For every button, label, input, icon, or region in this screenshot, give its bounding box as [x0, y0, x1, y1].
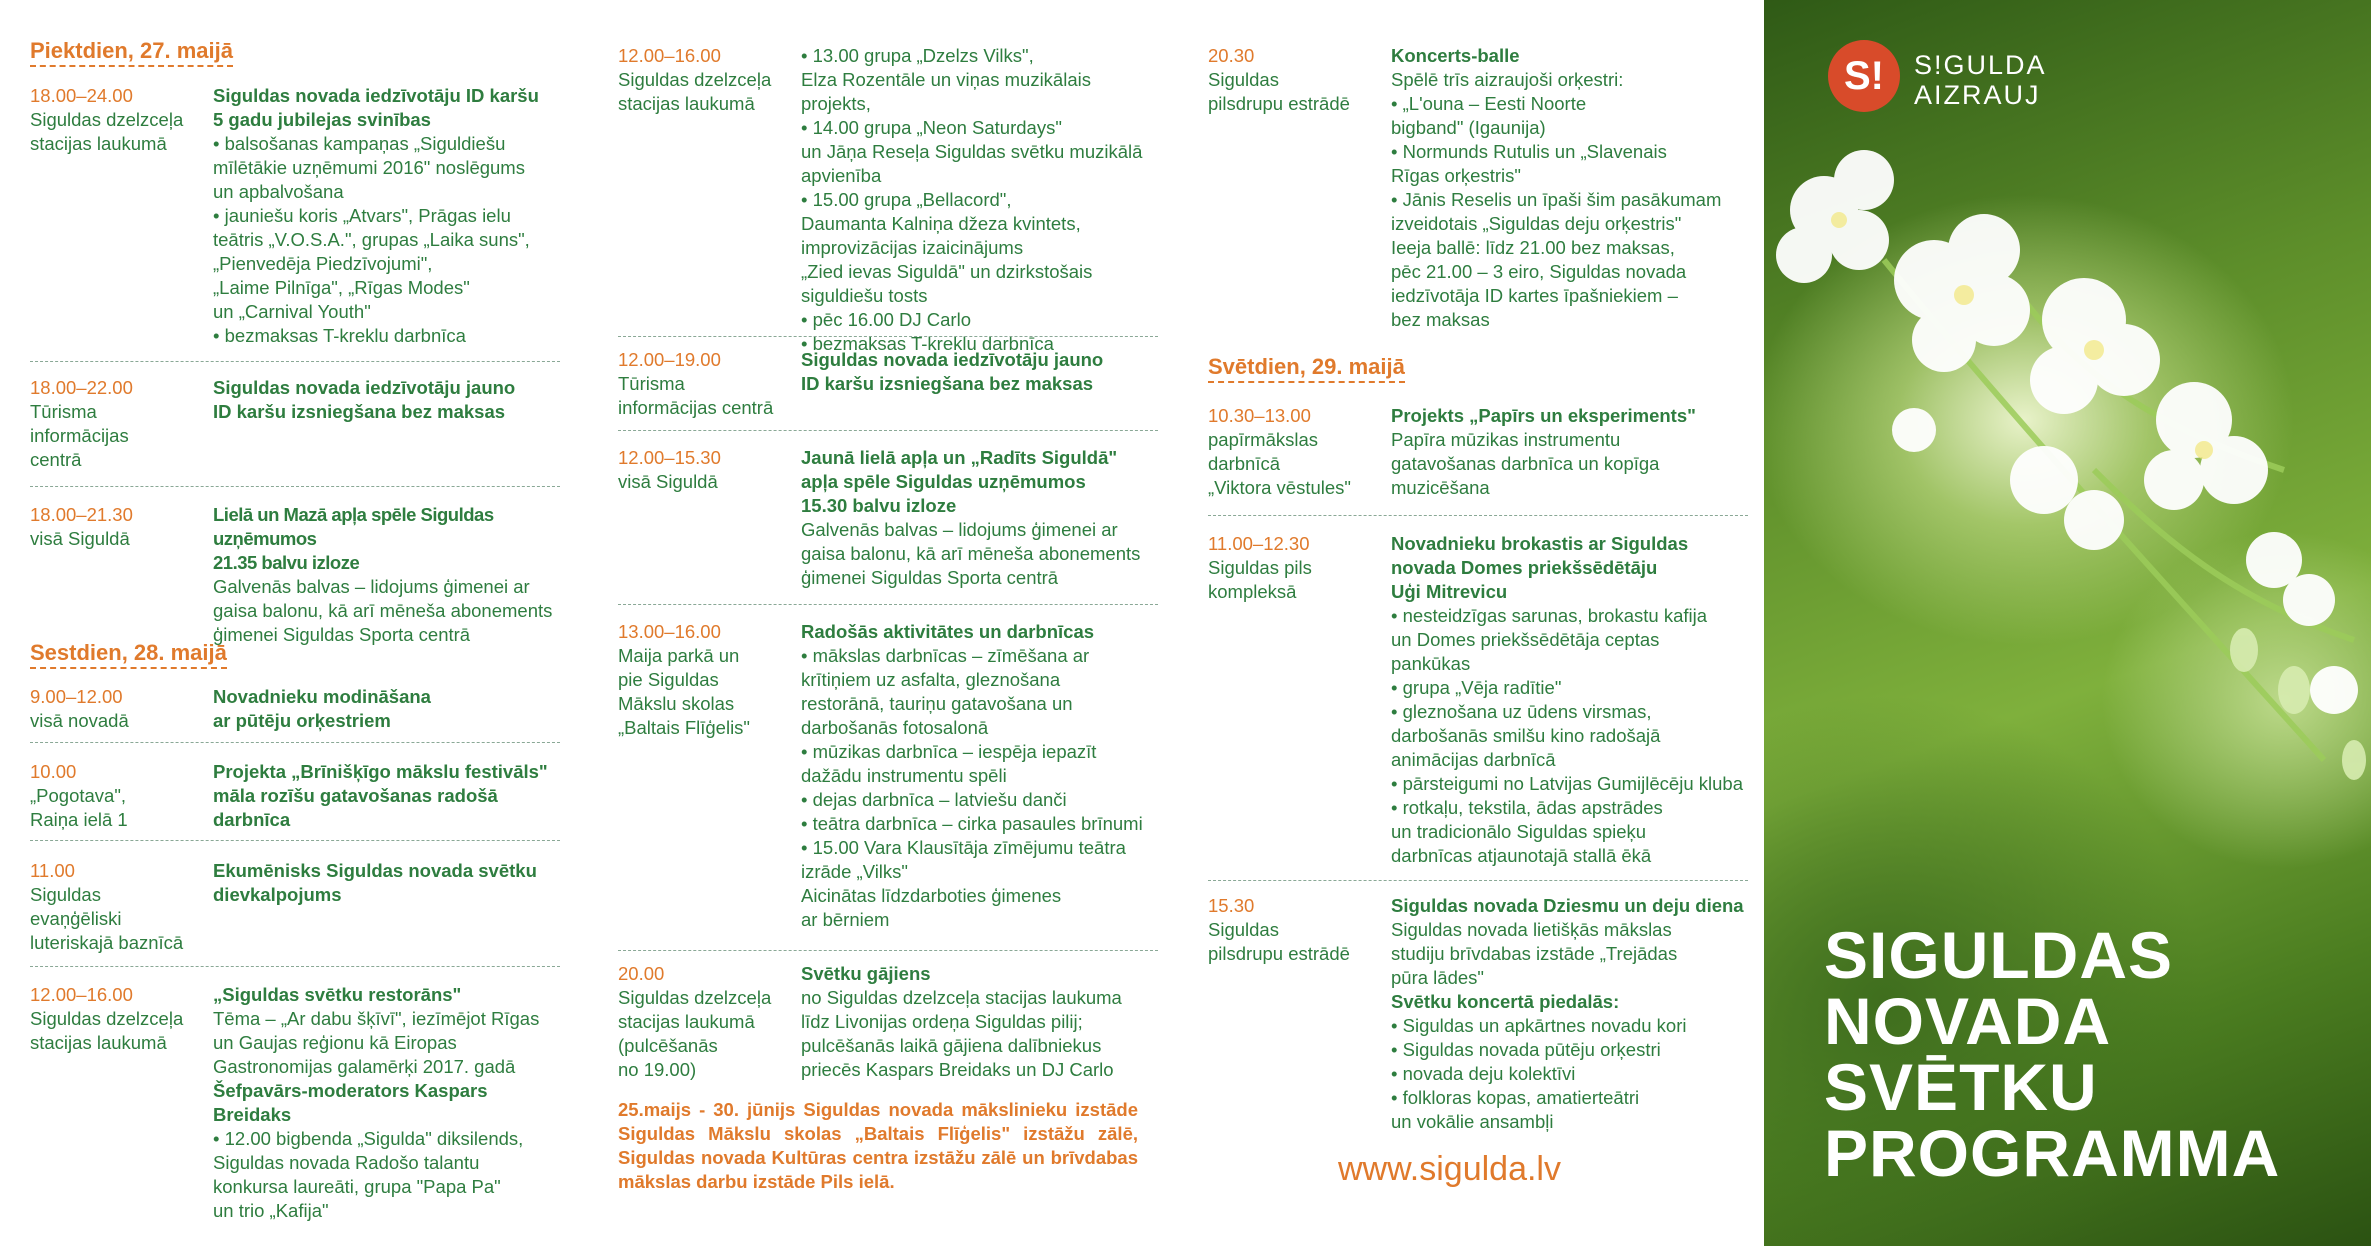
event-place: Siguldas evaņģēliski luteriskajā baznīcā: [30, 884, 184, 953]
event-time: 18.00–21.30: [30, 504, 133, 525]
event-title: Siguldas novada iedzīvotāju jauno ID karšu izsniegšana bez maksas: [213, 377, 516, 422]
day-heading-friday: Piektdien, 27. maijā: [30, 38, 233, 67]
program-column-2: [618, 0, 1158, 1246]
cover-title: SIGULDAS NOVADA SVĒTKU PROGRAMMA: [1824, 918, 2281, 1190]
event-description: no Siguldas dzelzceļa stacijas laukuma līdz Livonijas ordeņa Siguldas pilij; pulcēšanās laikā gājiena dalībniekus priecēs Kaspars Breidaks un DJ Carlo: [801, 987, 1122, 1080]
event-description: • 13.00 grupa „Dzelzs Vilks", Elza Rozentāle un viņas muzikālais projekts, • 14.00 grupa „Neon Saturdays" un Jāņa Reseļa Siguldas svētku muzikālā apvienība • 15.00 grupa „Bellacord", Daumanta Kalniņa džeza kvintets, improvizācijas izaicinājums „Zied ievas Siguldā" un dzirkstošais siguldiešu tosts • pēc 16.00 DJ Carlo • bezmaksas T-kreklu darbnīca: [801, 45, 1143, 354]
event-title: Lielā un Mazā apļa spēle Siguldas uzņēmumos 21.35 balvu izloze: [213, 504, 494, 573]
divider: [30, 840, 560, 841]
event-title: Svētku gājiens: [801, 963, 931, 984]
event-title: Novadnieku modināšana ar pūtēju orķestriem: [213, 686, 431, 731]
exhibition-note: 25.maijs - 30. jūnijs Siguldas novada mākslinieku izstāde Siguldas Mākslu skolas „Baltais Flīģelis" izstāžu zālē, Siguldas novada Kultūras centra izstāžu zālē un brīvdabas mākslas darbu izstāde Pils ielā.: [618, 1099, 1138, 1192]
event-time: 11.00–12.30: [1208, 533, 1310, 554]
event-description: Spēlē trīs aizraujoši orķestri: • „L'ouna – Eesti Noorte bigband" (Igaunija) • Normunds Rutulis un „Slavenais Rīgas orķestris" • Jānis Reselis un īpaši šim pasākumam izveidotais „Siguldas deju orķestris" Ieeja ballē: līdz 21.00 bez maksas, pēc 21.00 – 3 eiro, Siguldas novada iedzīvotāja ID kartes īpašniekiem – bez maksas: [1391, 69, 1722, 330]
divider: [1208, 515, 1748, 516]
event-description: Galvenās balvas – lidojums ģimenei ar gaisa balonu, kā arī mēneša abonements ģimenei Siguldas Sporta centrā: [801, 519, 1141, 588]
cover-panel: [1764, 0, 2371, 1246]
event-time: 11.00: [30, 860, 75, 881]
event-description: • mākslas darbnīcas – zīmēšana ar krītiņiem uz asfalta, gleznošana restorānā, tauriņu gatavošana un darbošanās fotosalonā • mūzikas darbnīca – iespēja iepazīt dažādu instrumentu spēli • dejas darbnīca – latviešu danči • teātra darbnīca – cirka pasaules brīnumi • 15.00 Vara Klausītāja zīmējumu teātra izrāde „Vilks" Aicinātas līdzdarboties ģimenes ar bērniem: [801, 645, 1143, 930]
event-place: papīrmākslas darbnīcā „Viktora vēstules": [1208, 429, 1351, 498]
event-place: Tūrisma informācijas centrā: [30, 401, 129, 470]
divider: [1208, 880, 1748, 881]
event-time: 10.00: [30, 761, 77, 782]
day-heading-sunday: Svētdien, 29. maijā: [1208, 354, 1405, 383]
divider: [618, 604, 1158, 605]
event-time: 10.30–13.00: [1208, 405, 1311, 426]
event-description-2: • 12.00 bigbenda „Sigulda" diksilends, Siguldas novada Radošo talantu konkursa laureāti, grupa "Papa Pa" un trio „Kafija": [213, 1128, 524, 1221]
event-time: 9.00–12.00: [30, 686, 123, 707]
event-place: Tūrisma informācijas centrā: [618, 373, 774, 418]
event-title: Siguldas novada iedzīvotāju jauno ID karšu izsniegšana bez maksas: [801, 349, 1104, 394]
event-title: Siguldas novada iedzīvotāju ID karšu 5 gadu jubilejas svinības: [213, 85, 539, 130]
event-title: Projekta „Brīnišķīgo mākslu festivāls" māla rozīšu gatavošanas radošā darbnīca: [213, 761, 548, 830]
program-column-1: [30, 0, 560, 1246]
logo-wordmark: S!GULDA AIZRAUJ: [1914, 50, 2047, 110]
event-place: Siguldas pils kompleksā: [1208, 557, 1312, 602]
divider: [30, 966, 560, 967]
event-place: visā Siguldā: [30, 528, 130, 549]
event-place: Siguldas dzelzceļa stacijas laukumā: [618, 69, 772, 114]
event-place: „Pogotava", Raiņa ielā 1: [30, 785, 128, 830]
event-title: Koncerts-balle: [1391, 45, 1520, 66]
event-place: Siguldas pilsdrupu estrādē: [1208, 919, 1350, 964]
event-title: Ekumēnisks Siguldas novada svētku dievkalpojums: [213, 860, 537, 905]
event-subtitle: Šefpavārs-moderators Kaspars Breidaks: [213, 1080, 488, 1125]
event-place: Siguldas pilsdrupu estrādē: [1208, 69, 1350, 114]
event-time: 13.00–16.00: [618, 621, 721, 642]
divider: [30, 742, 560, 743]
event-title: Radošās aktivitātes un darbnīcas: [801, 621, 1095, 642]
event-time: 12.00–16.00: [618, 45, 721, 66]
event-title: „Siguldas svētku restorāns": [213, 984, 462, 1005]
event-place: Maija parkā un pie Siguldas Mākslu skolas „Baltais Flīģelis": [618, 645, 750, 738]
event-place: Siguldas dzelzceļa stacijas laukumā (pulcēšanās no 19.00): [618, 987, 772, 1080]
event-time: 20.30: [1208, 45, 1255, 66]
event-title: Projekts „Papīrs un eksperiments": [1391, 405, 1696, 426]
program-column-3: [1208, 0, 1748, 1246]
event-description-2: • Siguldas un apkārtnes novadu kori • Siguldas novada pūtēju orķestri • novada deju kolektīvi • folkloras kopas, amatierteātri un vokālie ansambļi: [1391, 1015, 1687, 1132]
event-description: Siguldas novada lietišķās mākslas studiju brīvdabas izstāde „Trejādas pūra lādes": [1391, 919, 1678, 988]
event-time: 20.00: [618, 963, 665, 984]
divider: [30, 486, 560, 487]
event-time: 12.00–19.00: [618, 349, 721, 370]
event-time: 15.30: [1208, 895, 1255, 916]
divider: [618, 336, 1158, 337]
event-subtitle: Svētku koncertā piedalās:: [1391, 991, 1620, 1012]
event-description: Galvenās balvas – lidojums ģimenei ar gaisa balonu, kā arī mēneša abonements ģimenei Siguldas Sporta centrā: [213, 576, 553, 645]
event-title: Novadnieku brokastis ar Siguldas novada Domes priekšsēdētāju Uģi Mitrevicu: [1391, 533, 1689, 602]
event-place: visā novadā: [30, 710, 129, 731]
event-place: Siguldas dzelzceļa stacijas laukumā: [30, 109, 184, 154]
event-time: 18.00–22.00: [30, 377, 133, 398]
day-heading-saturday: Sestdien, 28. maijā: [30, 640, 227, 669]
event-time: 12.00–15.30: [618, 447, 721, 468]
event-title: Jaunā lielā apļa un „Radīts Siguldā" apļa spēle Siguldas uzņēmumos 15.30 balvu izloze: [801, 447, 1118, 516]
event-description: Papīra mūzikas instrumentu gatavošanas darbnīca un kopīga muzicēšana: [1391, 429, 1660, 498]
event-time: 18.00–24.00: [30, 85, 133, 106]
divider: [30, 361, 560, 362]
event-description: • nesteidzīgas sarunas, brokastu kafija un Domes priekšsēdētāja ceptas pankūkas • grupa „Vēja radītie" • gleznošana uz ūdens virsmas, darbošanās smilšu kino radošajā animācijas darbnīcā • pārsteigumi no Latvijas Gumijlēcēju kluba • rotkaļu, tekstila, ādas apstrādes un tradicionālo Siguldas spieķu darbnīcas atjaunotajā stallā ēkā: [1391, 605, 1743, 866]
sigulda-logo-icon: S!: [1828, 40, 1900, 112]
event-time: 12.00–16.00: [30, 984, 133, 1005]
website-link[interactable]: www.sigulda.lv: [1338, 1150, 1561, 1188]
event-title: Siguldas novada Dziesmu un deju diena: [1391, 895, 1744, 916]
event-item: [30, 84, 560, 354]
event-place: Siguldas dzelzceļa stacijas laukumā: [30, 1008, 184, 1053]
event-place: visā Siguldā: [618, 471, 718, 492]
divider: [618, 950, 1158, 951]
divider: [618, 430, 1158, 431]
event-description: Tēma – „Ar dabu šķīvī", iezīmējot Rīgas un Gaujas reģionu kā Eiropas Gastronomijas galamērķi 2017. gadā: [213, 1008, 540, 1077]
event-description: • balsošanas kampaņas „Siguldiešu mīlētākie uzņēmumi 2016" noslēgums un apbalvošana • jauniešu koris „Atvars", Prāgas ielu teātris „V.O.S.A.", grupas „Laika suns", „Pienvedēja Piedzīvojumi", „Laime Pilnīga", „Rīgas Modes" un „Carnival Youth" • bezmaksas T-kreklu darbnīca: [213, 133, 530, 346]
